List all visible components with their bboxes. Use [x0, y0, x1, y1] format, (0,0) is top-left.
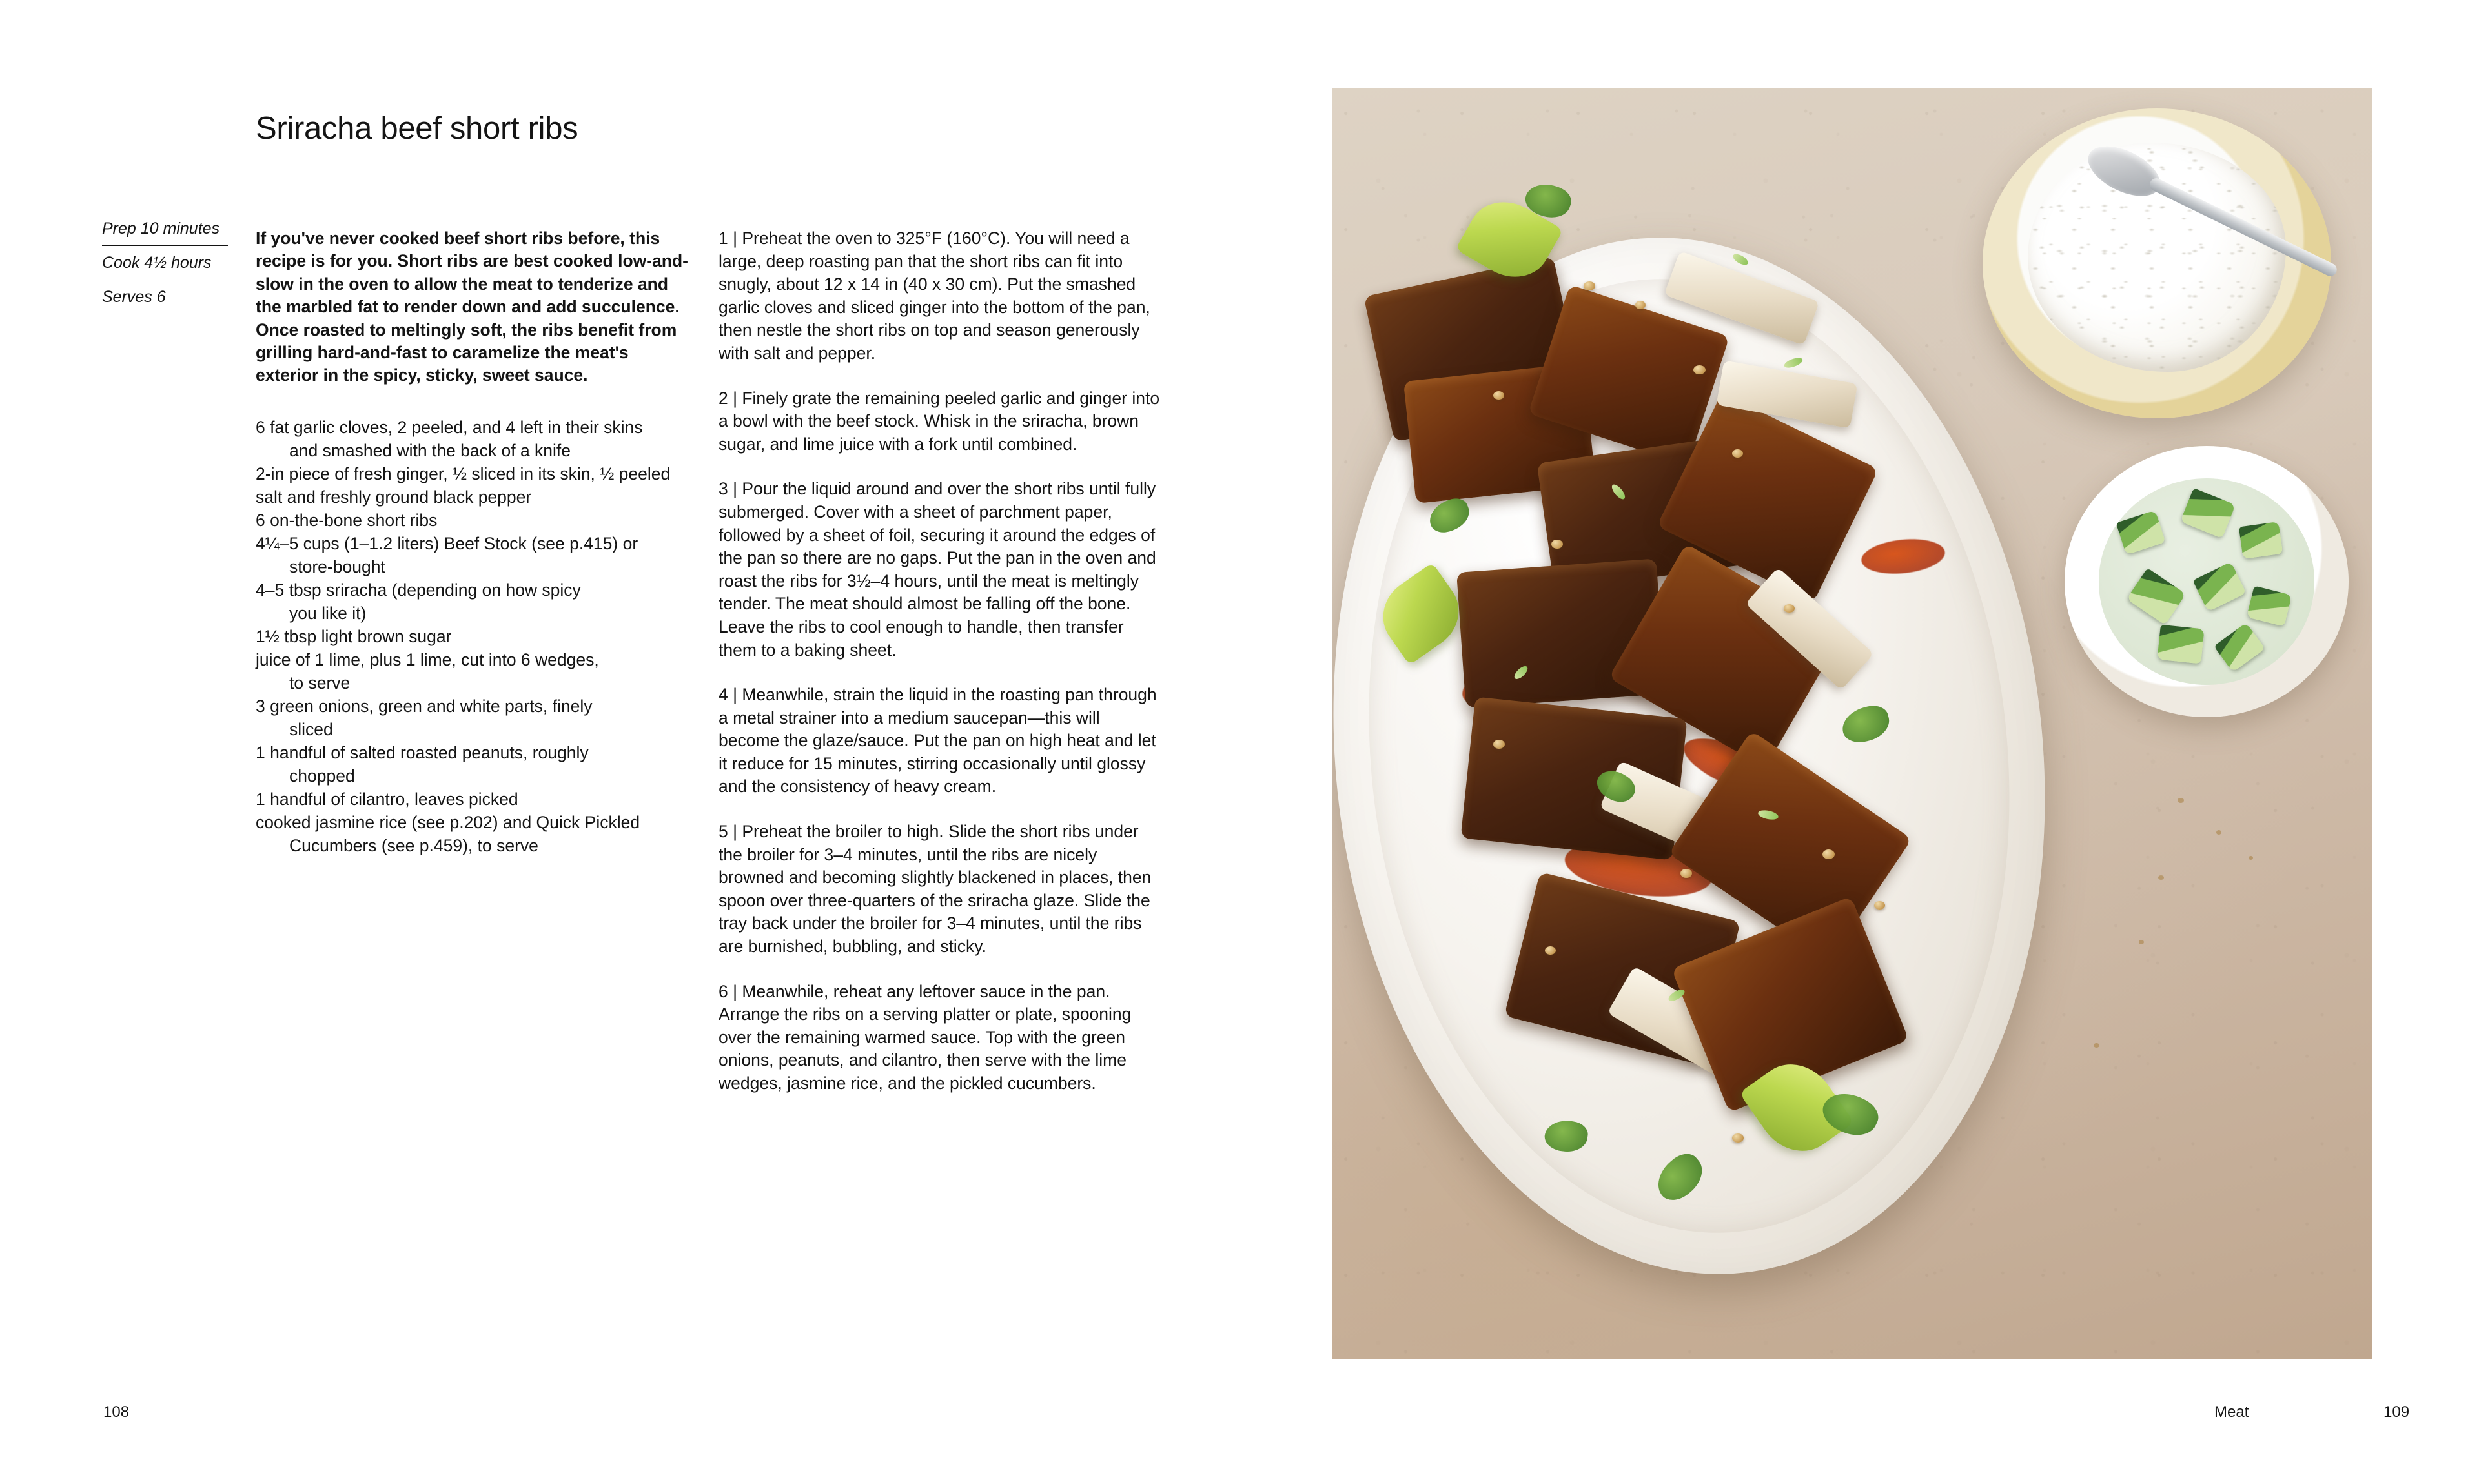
method-step [719, 387, 1164, 456]
ingredient-line: 4–5 tbsp sriracha (depending on how spicy [256, 580, 581, 600]
ingredient-line: to serve [289, 673, 351, 693]
cucumber-piece [2214, 622, 2265, 672]
step-separator: | [728, 981, 742, 1001]
step-number: 6 [719, 981, 728, 1001]
table-crumb [2094, 1043, 2099, 1048]
photo-background [1332, 88, 2372, 1359]
method-step [719, 227, 1164, 365]
pickled-cucumbers [2099, 478, 2314, 684]
table-crumb [2178, 798, 2184, 803]
table-crumb [2139, 940, 2144, 944]
ingredient-line: chopped [289, 766, 355, 786]
chopped-peanut [1680, 869, 1692, 878]
rice-bowl [1983, 108, 2331, 418]
step-number: 3 [719, 479, 728, 499]
step-number: 5 [719, 822, 728, 842]
step-text: Meanwhile, reheat any leftover sauce in the pan. Arrange the ribs on a serving platter or plate, spooning over the remaining warmed sauce. Top with the green onions, peanuts, and cilantro, then serve with the lime wedges, jasmine rice, and the pickled cucumbers. [719, 981, 1132, 1093]
chopped-peanut [1635, 301, 1646, 309]
ingredient-line: you like it) [289, 603, 367, 623]
step-separator: | [728, 822, 742, 842]
cucumber-piece [2239, 522, 2283, 559]
ingredient-line: sliced [289, 719, 333, 739]
ingredient-line: 6 fat garlic cloves, 2 peeled, and 4 left in their skins [256, 417, 643, 437]
chopped-peanut [1693, 365, 1706, 374]
ingredient-line: 1 handful of cilantro, leaves picked [256, 789, 518, 809]
cucumber-piece [2116, 510, 2166, 554]
recipe-meta [102, 219, 228, 322]
ingredient-line: salt and freshly ground black pepper [256, 487, 532, 507]
table-crumb [2249, 856, 2253, 860]
ingredient-line: Cucumbers (see p.459), to serve [289, 835, 538, 855]
page-number-right: 109 [2383, 1403, 2410, 1421]
ingredients-list [256, 416, 689, 857]
step-text: Pour the liquid around and over the short ribs until fully submerged. Cover with a sheet of parchment paper, followed by a sheet of foil, securing it around the edges of the pan so there are no gaps. Put the pan in the oven and roast the ribs for 3½–4 hours, until the meat is meltingly tender. The meat should almost be falling off the bone. Leave the ribs to cool enough to handle, then transfer them to a baking sheet. [719, 479, 1156, 660]
chopped-peanut [1493, 740, 1505, 749]
chapter-label: Meat [2214, 1403, 2249, 1421]
ingredient-line: and smashed with the back of a knife [289, 440, 571, 460]
ingredient-line: 1 handful of salted roasted peanuts, roughly [256, 742, 589, 762]
step-separator: | [728, 685, 742, 705]
table-crumb [2216, 830, 2221, 835]
step-text: Preheat the oven to 325°F (160°C). You will need a large, deep roasting pan that the short ribs can fit into snugly, about 12 x 14 in (40 x 30 cm). Put the smashed garlic cloves and sliced ginger into the bottom of the pan, then nestle the short ribs on top and season generously with salt and pepper. [719, 229, 1150, 363]
ingredient-line: 1½ tbsp light brown sugar [256, 626, 452, 646]
ingredient-line: 6 on-the-bone short ribs [256, 510, 438, 530]
cucumber-piece [2127, 567, 2186, 624]
cucumber-piece [2247, 585, 2292, 626]
step-number: 2 [719, 388, 728, 408]
page-number-left: 108 [103, 1403, 130, 1421]
chopped-peanut [1732, 449, 1743, 458]
pickled-cucumber-bowl [2065, 446, 2349, 717]
cucumber-piece [2158, 625, 2205, 664]
intro-and-ingredients-column [256, 227, 689, 857]
cucumber-piece [2192, 562, 2246, 611]
chopped-peanut [1545, 946, 1556, 955]
meta-prep: Prep 10 minutes [102, 219, 228, 246]
cucumber-piece [2180, 488, 2236, 538]
table-crumb [2158, 875, 2164, 880]
chopped-peanut [1822, 849, 1835, 859]
chopped-peanut [1784, 604, 1795, 613]
chopped-peanut [1732, 1133, 1744, 1143]
ingredient-line: 4¼–5 cups (1–1.2 liters) Beef Stock (see p.415) or [256, 533, 638, 553]
ingredient-line: 3 green onions, green and white parts, finely [256, 696, 593, 716]
recipe-intro: If you've never cooked beef short ribs before, this recipe is for you. Short ribs are best cooked low-and-slow in the oven to allow the meat to tenderize and the marbled fat to render down and add succulence. Once roasted to meltingly soft, the ribs benefit from grilling hard-and-fast to caramelize the meat's exterior in the spicy, sticky, sweet sauce. [256, 229, 689, 385]
method-step [719, 981, 1164, 1095]
ingredient-line: juice of 1 lime, plus 1 lime, cut into 6 wedges, [256, 649, 599, 669]
meta-cook: Cook 4½ hours [102, 254, 228, 280]
step-text: Finely grate the remaining peeled garlic and ginger into a bowl with the beef stock. Whisk in the sriracha, brown sugar, and lime juice with a fork until combined. [719, 388, 1160, 454]
chopped-peanut [1551, 540, 1563, 549]
recipe-photo [1332, 88, 2372, 1359]
step-separator: | [728, 479, 742, 499]
chopped-peanut [1874, 901, 1885, 910]
ingredient-line: store-bought [289, 556, 385, 576]
step-number: 1 [719, 229, 728, 248]
ingredient-line: cooked jasmine rice (see p.202) and Quick Pickled [256, 812, 640, 832]
method-step [719, 684, 1164, 798]
method-step [719, 820, 1164, 959]
step-separator: | [728, 229, 742, 248]
chopped-peanut [1493, 391, 1504, 400]
step-number: 4 [719, 685, 728, 705]
method-step [719, 478, 1164, 662]
method-column [719, 227, 1164, 1117]
meta-serves: Serves 6 [102, 288, 228, 314]
ingredient-line: 2-in piece of fresh ginger, ½ sliced in its skin, ½ peeled [256, 463, 671, 483]
step-text: Preheat the broiler to high. Slide the short ribs under the broiler for 3–4 minutes, until the ribs are nicely browned and becoming slightly blackened in places, then spoon over three-quarters of the sriracha glaze. Slide the tray back under the broiler for 3–4 minutes, until the ribs are burnished, bubbling, and sticky. [719, 822, 1152, 957]
step-separator: | [728, 388, 742, 408]
step-text: Meanwhile, strain the liquid in the roasting pan through a metal strainer into a medium saucepan—this will become the glaze/sauce. Put the pan on high heat and let it reduce for 15 minutes, stirring occasionally until glossy and the consistency of heavy cream. [719, 685, 1157, 797]
chopped-peanut [1584, 281, 1595, 290]
page-title: Sriracha beef short ribs [256, 110, 578, 146]
